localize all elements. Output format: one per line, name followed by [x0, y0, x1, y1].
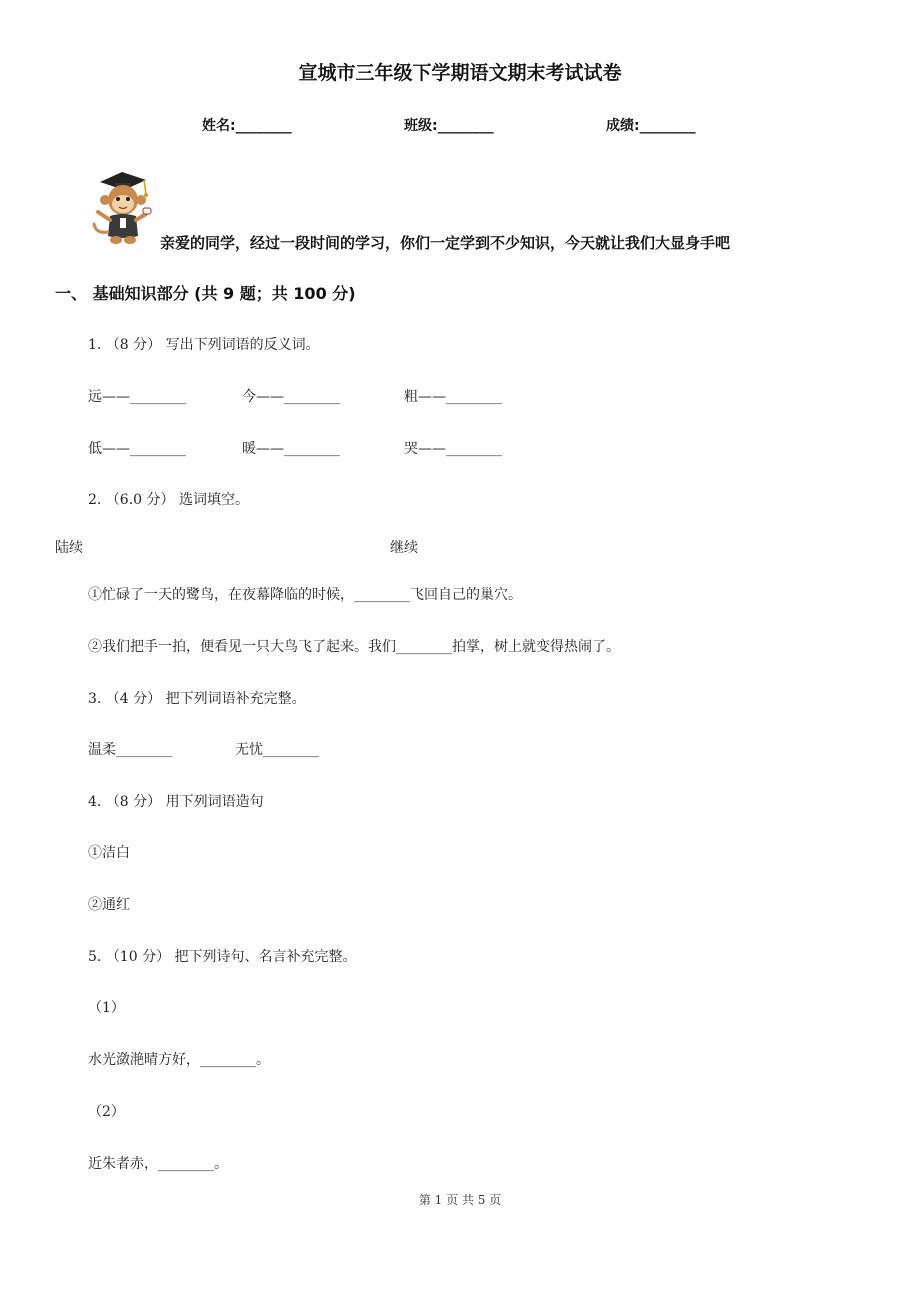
q5-part-2-label: （2）: [88, 1104, 125, 1120]
q5-part-1-label: （1）: [88, 1000, 125, 1016]
intro-text: 亲爱的同学，经过一段时间的学习，你们一定学到不少知识，今天就让我们大显身手吧: [160, 234, 731, 252]
q5-part-2-text[interactable]: 近朱者赤，________。: [88, 1156, 228, 1172]
q1-item[interactable]: 远——________: [88, 389, 186, 405]
q2-sentence-2[interactable]: ②我们把手一拍，便看见一只大鸟飞了起来。我们________拍掌，树上就变得热闹了。: [88, 639, 620, 655]
q4-item: ①洁白: [88, 845, 130, 861]
question-2-header: 2. （6.0 分） 选词填空。: [88, 492, 249, 508]
q1-item[interactable]: 今——________: [242, 389, 340, 405]
name-field[interactable]: 姓名:________: [202, 118, 292, 134]
q3-item[interactable]: 温柔________: [88, 742, 172, 758]
q2-option: 陆续: [55, 540, 83, 556]
class-field[interactable]: 班级:________: [404, 118, 494, 134]
score-field[interactable]: 成绩:________: [606, 118, 696, 134]
question-3-header: 3. （4 分） 把下列词语补充完整。: [88, 691, 306, 707]
q4-item: ②通红: [88, 897, 130, 913]
q1-item[interactable]: 低——________: [88, 441, 186, 457]
q2-option: 继续: [390, 540, 418, 556]
q1-item[interactable]: 暖——________: [242, 441, 340, 457]
q2-sentence-1[interactable]: ①忙碌了一天的鹭鸟，在夜幕降临的时候，________飞回自己的巢穴。: [88, 587, 522, 603]
question-4-header: 4. （8 分） 用下列词语造句: [88, 794, 264, 810]
section-heading: 一、 基础知识部分 (共 9 题；共 100 分): [55, 284, 356, 303]
question-5-header: 5. （10 分） 把下列诗句、名言补充完整。: [88, 949, 357, 965]
page-footer: 第 1 页 共 5 页: [418, 1193, 502, 1207]
q1-item[interactable]: 粗——________: [404, 389, 502, 405]
q3-item[interactable]: 无忧________: [235, 742, 319, 758]
question-1-header: 1. （8 分） 写出下列词语的反义词。: [88, 337, 320, 353]
page-title: 宣城市三年级下学期语文期末考试试卷: [298, 62, 622, 84]
q5-part-1-text[interactable]: 水光潋滟晴方好，________。: [88, 1052, 270, 1068]
mascot-icon: [88, 168, 154, 250]
q1-item[interactable]: 哭——________: [404, 441, 502, 457]
